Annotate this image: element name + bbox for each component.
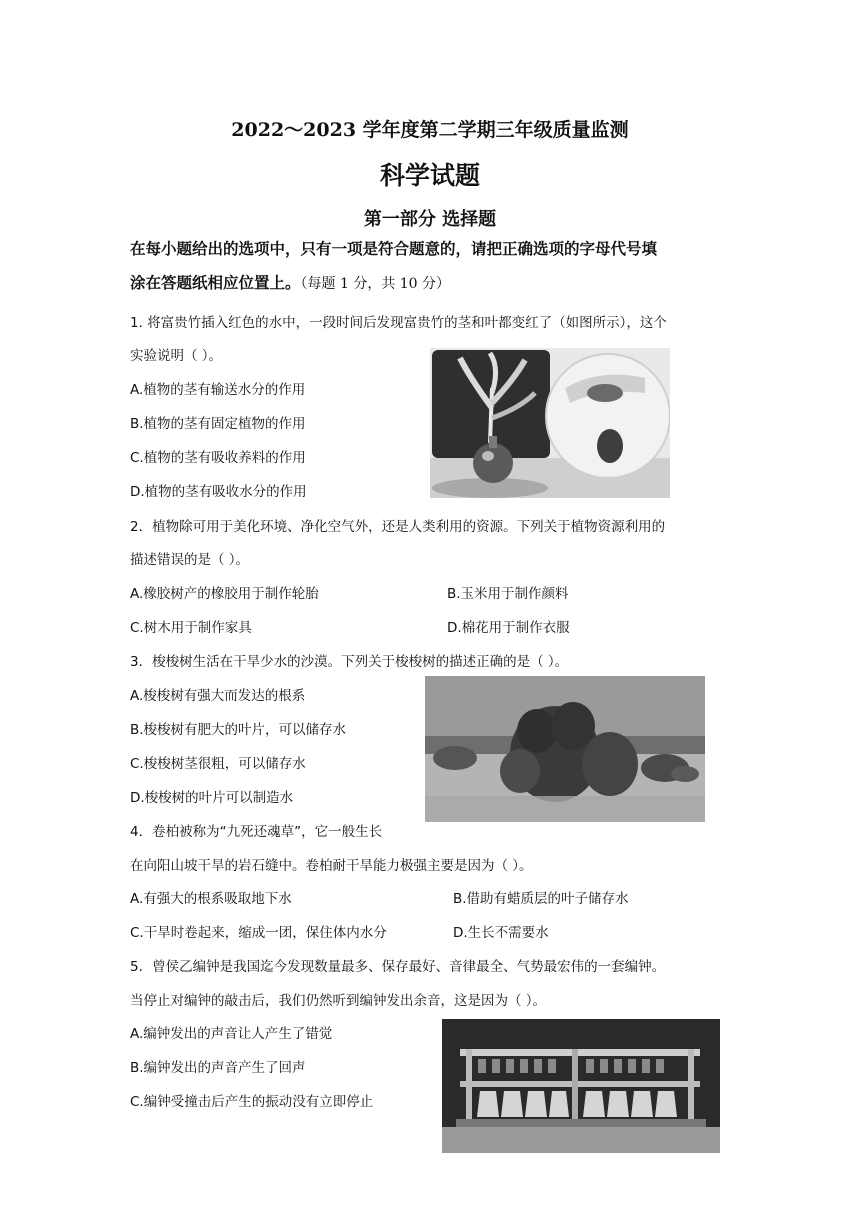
- q1-option-b: B.植物的茎有固定植物的作用: [130, 416, 306, 432]
- q5-option-a: A.编钟发出的声音让人产生了错觉: [130, 1026, 333, 1042]
- q3-option-d: D.梭梭树的叶片可以制造水: [130, 790, 294, 806]
- q4-option-a: A.有强大的根系吸取地下水: [130, 891, 292, 907]
- q3-option-a: A.梭梭树有强大而发达的根系: [130, 688, 306, 704]
- q1-stem-line-2: 实验说明（ ）。: [130, 348, 223, 364]
- instruction-score: （每题 1 分，共 10 分）: [300, 276, 451, 292]
- q2-option-c: C.树木用于制作家具: [130, 620, 252, 636]
- q2-option-b: B.玉米用于制作颜料: [447, 586, 569, 602]
- q5-stem-line-2: 当停止对编钟的敲击后，我们仍然听到编钟发出余音，这是因为（ ）。: [130, 993, 547, 1009]
- q5-stem-line-1: 5．曾侯乙编钟是我国迄今发现数量最多、保存最好、音律最全、气势最宏伟的一套编钟。: [130, 959, 666, 975]
- q1-stem-line-1: 1. 将富贵竹插入红色的水中，一段时间后发现富贵竹的茎和叶都变红了（如图所示），这个: [130, 315, 667, 331]
- lucky-bamboo-photo: [430, 348, 670, 498]
- q5-option-c: C.编钟受撞击后产生的振动没有立即停止: [130, 1094, 374, 1110]
- instruction-line-2: [130, 273, 450, 294]
- q2-stem-line-2: 描述错误的是（ ）。: [130, 552, 250, 568]
- instruction-text: 涂在答题纸相应位置上。: [130, 273, 301, 292]
- q2-option-a: A.橡胶树产的橡胶用于制作轮胎: [130, 586, 319, 602]
- q3-option-b: B.梭梭树有肥大的叶片，可以储存水: [130, 722, 347, 738]
- q1-option-d: D.植物的茎有吸收水分的作用: [130, 484, 307, 500]
- q4-option-b: B.借助有蜡质层的叶子储存水: [453, 891, 629, 907]
- q4-stem-line-2: 在向阳山坡干旱的岩石缝中。卷柏耐干旱能力极强主要是因为（ ）。: [130, 858, 533, 874]
- saxaul-tree-photo: [425, 676, 705, 822]
- q1-option-c: C.植物的茎有吸收养料的作用: [130, 450, 306, 466]
- bianzhong-bells-photo: [442, 1019, 720, 1153]
- q5-option-b: B.编钟发出的声音产生了回声: [130, 1060, 306, 1076]
- part-title: 第一部分 选择题: [363, 209, 497, 230]
- subject-title: 科学试题: [379, 161, 480, 190]
- q3-stem-line-1: 3．梭梭树生活在干旱少水的沙漠。下列关于梭梭树的描述正确的是（ ）。: [130, 654, 569, 670]
- exam-title: 2022～2023 学年度第二学期三年级质量监测: [231, 119, 629, 141]
- q3-option-c: C.梭梭树茎很粗，可以储存水: [130, 756, 306, 772]
- q4-option-d: D.生长不需要水: [453, 925, 549, 941]
- instruction-line-1: 在每小题给出的选项中，只有一项是符合题意的，请把正确选项的字母代号填: [130, 239, 658, 258]
- q1-option-a: A.植物的茎有输送水分的作用: [130, 382, 306, 398]
- q4-option-c: C.干旱时卷起来，缩成一团，保住体内水分: [130, 925, 387, 941]
- q2-stem-line-1: 2．植物除可用于美化环境、净化空气外，还是人类利用的资源。下列关于植物资源利用的: [130, 519, 666, 535]
- q2-option-d: D.棉花用于制作衣服: [447, 620, 570, 636]
- q4-stem-line-1: 4．卷柏被称为“九死还魂草”，它一般生长: [130, 824, 383, 840]
